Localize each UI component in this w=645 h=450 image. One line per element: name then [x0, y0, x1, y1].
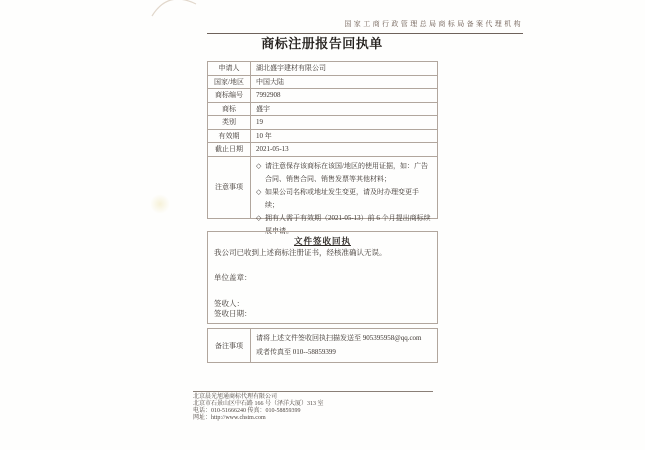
notes-list	[251, 157, 437, 235]
row-value: 10 年	[256, 131, 272, 140]
remark-value	[251, 329, 437, 362]
sign-date-label: 签收日期：	[214, 309, 252, 318]
remark-line-scan: 请将上述文件签收回执扫描发送至 905395958@qq.com	[256, 334, 422, 342]
row-label: 类别	[208, 116, 251, 129]
diamond-bullet-icon: ◇	[256, 213, 262, 222]
table-row-class	[208, 116, 437, 130]
table-row-notes	[208, 157, 437, 235]
header-rule	[207, 13, 523, 34]
row-value: 7992908	[256, 91, 281, 100]
row-value: 19	[256, 118, 263, 127]
table-row-validity	[208, 130, 437, 144]
diamond-bullet-icon: ◇	[256, 161, 262, 170]
scan-artifact-smudge	[150, 194, 170, 214]
company-stamp-label: 单位盖章：	[214, 273, 252, 282]
row-label: 商标编号	[208, 89, 251, 102]
document-title: 商标注册报告回执单	[261, 36, 383, 51]
agency-footer	[193, 391, 433, 422]
row-value: 中国大陆	[256, 77, 284, 86]
receipt-statement: 我公司已收到上述商标注册证书，经核准确认无误。	[214, 248, 387, 257]
footer-website: 网址：http://www.chstm.com	[193, 415, 266, 421]
diamond-bullet-icon: ◇	[256, 187, 262, 196]
table-row-trademark-number	[208, 89, 437, 103]
agency-accreditation-line: 国家工商行政管理总局商标局备案代理机构	[344, 20, 523, 28]
footer-phone-fax: 电话：010-51666240 传真：010-58859399	[193, 408, 301, 414]
document-receipt-box	[207, 231, 438, 324]
row-label: 商标	[208, 103, 251, 116]
row-value: 2021-05-13	[256, 145, 289, 154]
note-item	[256, 186, 432, 212]
note-text: 拥有人需于有效期（2021-05-13）前 6 个月提出商标续展申请。	[265, 213, 431, 235]
footer-company-name: 北京晨光旭通商标代理有限公司	[193, 394, 278, 400]
trademark-info-table	[207, 61, 438, 235]
remark-label: 备注事项	[208, 329, 251, 362]
row-label: 截止日期	[208, 143, 251, 156]
row-label: 注意事项	[208, 157, 251, 218]
row-value: 湖北盛宇建材有限公司	[256, 64, 326, 73]
note-item	[256, 160, 432, 186]
row-label: 申请人	[208, 62, 251, 75]
row-label: 国家/地区	[208, 76, 251, 89]
table-row-applicant	[208, 62, 437, 76]
remark-row	[207, 328, 438, 363]
note-text: 如果公司名称或地址发生变更，请及时办理变更手续；	[265, 187, 419, 209]
row-label: 有效期	[208, 130, 251, 143]
table-row-country	[208, 76, 437, 90]
row-value: 盛宇	[256, 104, 270, 113]
signer-label: 签收人：	[214, 299, 244, 308]
scan-artifact-curve	[150, 0, 198, 18]
receipt-title: 文件签收回执	[293, 236, 351, 246]
note-text: 请注意保存该商标在该国/地区的使用证据，如：广告合同、销售合同、销售发票等其他材料；	[265, 161, 428, 183]
footer-address: 北京市石景山区中石路 166 号（泽洋大厦）313 室	[193, 401, 324, 407]
remark-line-fax: 或者传真至 010--58859399	[256, 348, 336, 356]
table-row-trademark	[208, 103, 437, 117]
table-row-expiry-date	[208, 143, 437, 157]
